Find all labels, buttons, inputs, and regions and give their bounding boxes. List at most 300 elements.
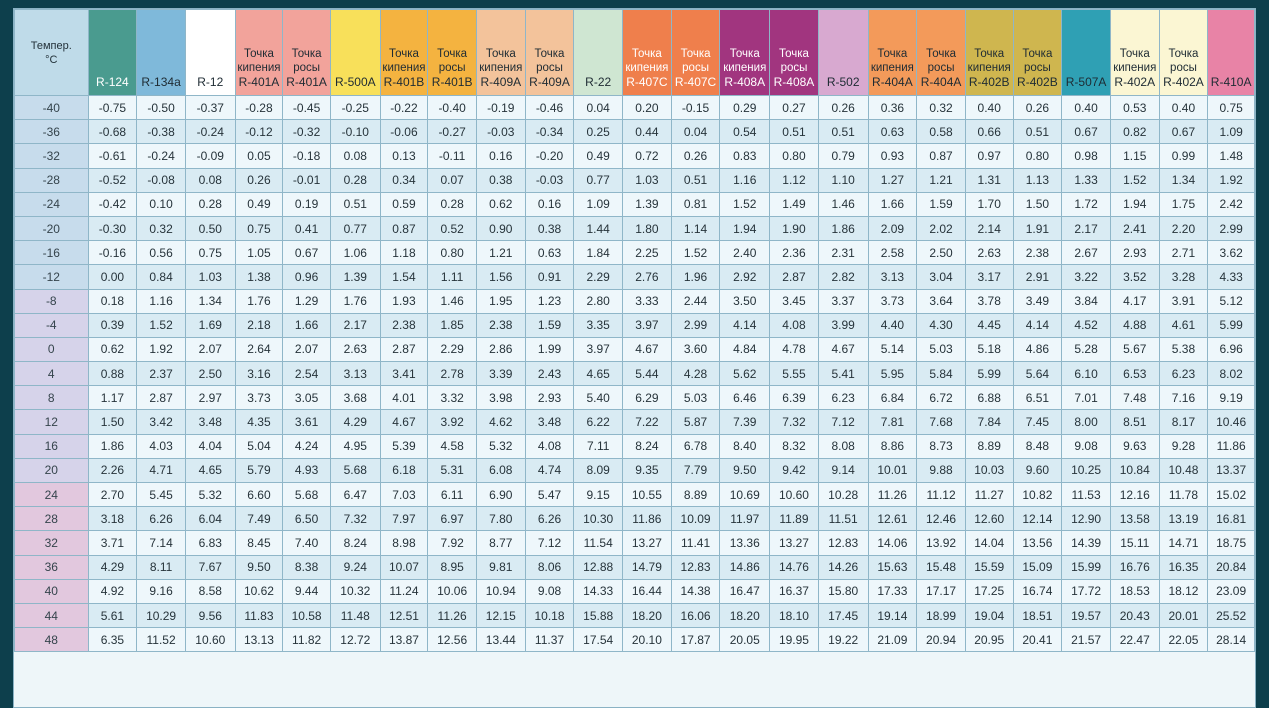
pressure-cell: 16.37 bbox=[770, 579, 819, 603]
pressure-cell: 11.97 bbox=[720, 507, 770, 531]
pressure-cell: 14.76 bbox=[770, 555, 819, 579]
pressure-cell: 0.52 bbox=[428, 216, 477, 240]
pressure-cell: 0.87 bbox=[917, 144, 966, 168]
pressure-cell: 2.31 bbox=[818, 241, 868, 265]
refrigerant-column-header bbox=[1062, 10, 1111, 96]
pressure-cell: 4.30 bbox=[917, 313, 966, 337]
pressure-cell: 11.86 bbox=[623, 507, 672, 531]
pressure-cell: 13.58 bbox=[1110, 507, 1159, 531]
pressure-cell: -0.75 bbox=[88, 96, 137, 120]
pressure-cell: 6.23 bbox=[818, 386, 868, 410]
pressure-cell: 5.31 bbox=[428, 458, 477, 482]
point-kind-label: росы bbox=[536, 62, 563, 74]
temperature-cell: 16 bbox=[15, 434, 89, 458]
pressure-cell: 12.46 bbox=[917, 507, 966, 531]
pressure-cell: 0.08 bbox=[185, 168, 235, 192]
table-row bbox=[15, 241, 1255, 265]
refrigerant-label: R-500A bbox=[334, 75, 376, 89]
pressure-cell: 1.49 bbox=[770, 192, 819, 216]
point-type-label: Точка bbox=[877, 48, 908, 60]
pressure-cell: -0.52 bbox=[88, 168, 137, 192]
pressure-cell: 0.07 bbox=[428, 168, 477, 192]
refrigerant-column-header bbox=[1013, 10, 1062, 96]
pressure-cell: 0.75 bbox=[185, 241, 235, 265]
pressure-cell: 7.03 bbox=[380, 483, 428, 507]
pressure-cell: 4.58 bbox=[428, 434, 477, 458]
temperature-cell: 28 bbox=[15, 507, 89, 531]
pressure-cell: 6.60 bbox=[235, 483, 283, 507]
pressure-cell: 0.81 bbox=[671, 192, 720, 216]
refrigerant-label: R-402A bbox=[1163, 75, 1204, 89]
pressure-cell: 8.02 bbox=[1208, 362, 1255, 386]
pressure-cell: 0.49 bbox=[235, 192, 283, 216]
pressure-cell: 4.52 bbox=[1062, 313, 1111, 337]
pressure-cell: 22.47 bbox=[1110, 628, 1159, 652]
pressure-cell: 1.66 bbox=[868, 192, 917, 216]
pressure-cell: -0.16 bbox=[88, 241, 137, 265]
refrigerant-column-header bbox=[868, 10, 917, 96]
pressure-cell: 18.51 bbox=[1013, 603, 1062, 627]
pressure-cell: 12.88 bbox=[574, 555, 623, 579]
pressure-cell: -0.34 bbox=[525, 120, 574, 144]
pressure-cell: 4.62 bbox=[476, 410, 525, 434]
pressure-cell: -0.46 bbox=[525, 96, 574, 120]
pressure-cell: 2.99 bbox=[1208, 216, 1255, 240]
pressure-cell: 4.01 bbox=[380, 386, 428, 410]
pressure-cell: 7.12 bbox=[525, 531, 574, 555]
point-type-label: Точка bbox=[778, 48, 809, 60]
point-type-label: Точка bbox=[291, 48, 322, 60]
table-row bbox=[15, 507, 1255, 531]
pressure-cell: 18.75 bbox=[1208, 531, 1255, 555]
pressure-cell: 10.62 bbox=[235, 579, 283, 603]
pressure-cell: 18.10 bbox=[770, 603, 819, 627]
pressure-cell: 8.17 bbox=[1159, 410, 1208, 434]
refrigerant-label: R-409A bbox=[480, 75, 522, 89]
table-row bbox=[15, 434, 1255, 458]
table-row bbox=[15, 458, 1255, 482]
pressure-cell: 7.49 bbox=[235, 507, 283, 531]
pressure-cell: 15.63 bbox=[868, 555, 917, 579]
pressure-cell: 2.20 bbox=[1159, 216, 1208, 240]
pressure-cell: 0.05 bbox=[235, 144, 283, 168]
pressure-cell: 5.55 bbox=[770, 362, 819, 386]
pressure-cell: -0.12 bbox=[235, 120, 283, 144]
pressure-cell: 2.93 bbox=[1110, 241, 1159, 265]
pressure-cell: 0.62 bbox=[88, 337, 137, 361]
point-kind-label: кипения bbox=[479, 62, 523, 74]
pressure-cell: 0.19 bbox=[283, 192, 331, 216]
point-kind-label: росы bbox=[1170, 62, 1197, 74]
pressure-cell: 5.84 bbox=[917, 362, 966, 386]
pressure-cell: 17.72 bbox=[1062, 579, 1111, 603]
pressure-cell: 2.17 bbox=[1062, 216, 1111, 240]
pressure-cell: 8.51 bbox=[1110, 410, 1159, 434]
pressure-cell: 11.37 bbox=[525, 628, 574, 652]
pressure-cell: 0.26 bbox=[818, 96, 868, 120]
pressure-cell: 4.45 bbox=[965, 313, 1013, 337]
pressure-cell: 18.99 bbox=[917, 603, 966, 627]
pressure-cell: 7.79 bbox=[671, 458, 720, 482]
pressure-cell: 25.52 bbox=[1208, 603, 1255, 627]
refrigerant-column-header bbox=[525, 10, 574, 96]
pressure-cell: 0.80 bbox=[428, 241, 477, 265]
pressure-cell: 11.24 bbox=[380, 579, 428, 603]
table-row bbox=[15, 216, 1255, 240]
pressure-cell: 0.77 bbox=[574, 168, 623, 192]
pressure-cell: -0.37 bbox=[185, 96, 235, 120]
point-type-label: Точка bbox=[1022, 48, 1053, 60]
pressure-cell: 5.14 bbox=[868, 337, 917, 361]
pressure-cell: 0.96 bbox=[283, 265, 331, 289]
pressure-cell: 2.02 bbox=[917, 216, 966, 240]
pressure-cell: 0.32 bbox=[917, 96, 966, 120]
refrigerant-label: R-22 bbox=[585, 75, 612, 89]
pressure-cell: 4.17 bbox=[1110, 289, 1159, 313]
pressure-cell: 0.77 bbox=[330, 216, 380, 240]
point-type-label: Точка bbox=[1119, 48, 1150, 60]
pressure-cell: 5.47 bbox=[525, 483, 574, 507]
pressure-cell: 2.76 bbox=[623, 265, 672, 289]
pressure-cell: 9.56 bbox=[185, 603, 235, 627]
refrigerant-label: R-404A bbox=[872, 75, 913, 89]
pressure-cell: 11.83 bbox=[235, 603, 283, 627]
pressure-cell: 11.48 bbox=[330, 603, 380, 627]
pressure-cell: 18.12 bbox=[1159, 579, 1208, 603]
pressure-cell: 17.87 bbox=[671, 628, 720, 652]
pressure-cell: 5.38 bbox=[1159, 337, 1208, 361]
table-row bbox=[15, 628, 1255, 652]
pressure-cell: 6.90 bbox=[476, 483, 525, 507]
pressure-cell: 10.94 bbox=[476, 579, 525, 603]
pressure-cell: 6.22 bbox=[574, 410, 623, 434]
pressure-temperature-table bbox=[14, 9, 1255, 652]
pressure-cell: -0.19 bbox=[476, 96, 525, 120]
temperature-cell: 32 bbox=[15, 531, 89, 555]
pressure-cell: 3.28 bbox=[1159, 265, 1208, 289]
pressure-cell: 1.92 bbox=[1208, 168, 1255, 192]
pressure-cell: 1.66 bbox=[283, 313, 331, 337]
pressure-cell: 7.68 bbox=[917, 410, 966, 434]
pressure-cell: 1.23 bbox=[525, 289, 574, 313]
temperature-cell: -28 bbox=[15, 168, 89, 192]
pressure-cell: 1.13 bbox=[1013, 168, 1062, 192]
pressure-cell: 1.75 bbox=[1159, 192, 1208, 216]
pressure-cell: 1.59 bbox=[525, 313, 574, 337]
pressure-cell: 3.48 bbox=[185, 410, 235, 434]
pressure-cell: 1.52 bbox=[137, 313, 186, 337]
pressure-cell: 4.14 bbox=[1013, 313, 1062, 337]
pressure-cell: 0.84 bbox=[137, 265, 186, 289]
pressure-cell: 16.06 bbox=[671, 603, 720, 627]
pressure-cell: 7.16 bbox=[1159, 386, 1208, 410]
pressure-cell: 7.67 bbox=[185, 555, 235, 579]
pressure-cell: 4.88 bbox=[1110, 313, 1159, 337]
pressure-cell: 17.17 bbox=[917, 579, 966, 603]
pressure-cell: 0.26 bbox=[671, 144, 720, 168]
refrigerant-label: R-410A bbox=[1210, 75, 1252, 89]
pressure-cell: 12.56 bbox=[428, 628, 477, 652]
pressure-cell: 0.82 bbox=[1110, 120, 1159, 144]
pressure-cell: 1.12 bbox=[770, 168, 819, 192]
pressure-cell: 5.03 bbox=[671, 386, 720, 410]
table-row bbox=[15, 410, 1255, 434]
pressure-cell: 0.93 bbox=[868, 144, 917, 168]
pressure-cell: 4.14 bbox=[720, 313, 770, 337]
point-type-label: Точка bbox=[437, 48, 468, 60]
pressure-cell: 20.95 bbox=[965, 628, 1013, 652]
pressure-cell: -0.03 bbox=[525, 168, 574, 192]
pressure-cell: 1.05 bbox=[235, 241, 283, 265]
pressure-cell: 3.49 bbox=[1013, 289, 1062, 313]
pressure-cell: 2.78 bbox=[428, 362, 477, 386]
point-kind-label: росы bbox=[438, 62, 466, 74]
pressure-cell: 11.53 bbox=[1062, 483, 1111, 507]
pressure-cell: 0.66 bbox=[965, 120, 1013, 144]
pressure-cell: 2.07 bbox=[185, 337, 235, 361]
pressure-cell: -0.40 bbox=[428, 96, 477, 120]
pressure-cell: 6.51 bbox=[1013, 386, 1062, 410]
pressure-cell: 12.61 bbox=[868, 507, 917, 531]
pressure-cell: 1.50 bbox=[88, 410, 137, 434]
pressure-cell: 1.70 bbox=[965, 192, 1013, 216]
table-row bbox=[15, 531, 1255, 555]
pressure-cell: 5.39 bbox=[380, 434, 428, 458]
pressure-cell: 0.58 bbox=[917, 120, 966, 144]
pressure-cell: 3.33 bbox=[623, 289, 672, 313]
pressure-cell: 5.61 bbox=[88, 603, 137, 627]
pressure-cell: 4.67 bbox=[818, 337, 868, 361]
temperature-cell: -16 bbox=[15, 241, 89, 265]
pressure-cell: 2.71 bbox=[1159, 241, 1208, 265]
pressure-cell: 3.13 bbox=[330, 362, 380, 386]
refrigerant-label: R-502 bbox=[826, 75, 860, 89]
pressure-cell: 11.12 bbox=[917, 483, 966, 507]
temperature-column-header bbox=[15, 10, 89, 96]
pressure-cell: 10.48 bbox=[1159, 458, 1208, 482]
pressure-cell: 5.44 bbox=[623, 362, 672, 386]
table-row bbox=[15, 603, 1255, 627]
pressure-cell: 1.18 bbox=[380, 241, 428, 265]
pressure-cell: 12.60 bbox=[965, 507, 1013, 531]
pressure-cell: 0.53 bbox=[1110, 96, 1159, 120]
pressure-cell: 2.40 bbox=[720, 241, 770, 265]
pressure-cell: 4.35 bbox=[235, 410, 283, 434]
pressure-cell: 0.20 bbox=[623, 96, 672, 120]
pressure-cell: 12.72 bbox=[330, 628, 380, 652]
pressure-cell: 1.76 bbox=[235, 289, 283, 313]
pressure-cell: 6.83 bbox=[185, 531, 235, 555]
pressure-cell: 4.93 bbox=[283, 458, 331, 482]
pressure-cell: 2.36 bbox=[770, 241, 819, 265]
pressure-cell: 6.10 bbox=[1062, 362, 1111, 386]
pressure-cell: 17.54 bbox=[574, 628, 623, 652]
pressure-cell: 20.84 bbox=[1208, 555, 1255, 579]
point-kind-label: кипения bbox=[382, 62, 426, 74]
pressure-cell: 3.13 bbox=[868, 265, 917, 289]
refrigerant-pressure-table-frame bbox=[13, 8, 1256, 708]
pressure-cell: 12.90 bbox=[1062, 507, 1111, 531]
pressure-cell: 19.04 bbox=[965, 603, 1013, 627]
pressure-cell: 13.37 bbox=[1208, 458, 1255, 482]
pressure-cell: 0.51 bbox=[330, 192, 380, 216]
pressure-cell: 0.80 bbox=[770, 144, 819, 168]
pressure-cell: 0.36 bbox=[868, 96, 917, 120]
pressure-cell: -0.24 bbox=[185, 120, 235, 144]
refrigerant-label: R-407C bbox=[626, 75, 668, 89]
pressure-cell: 11.26 bbox=[868, 483, 917, 507]
pressure-cell: -0.38 bbox=[137, 120, 186, 144]
pressure-cell: 1.92 bbox=[137, 337, 186, 361]
pressure-cell: 0.50 bbox=[185, 216, 235, 240]
pressure-cell: 20.01 bbox=[1159, 603, 1208, 627]
pressure-cell: 3.71 bbox=[88, 531, 137, 555]
pressure-cell: 8.00 bbox=[1062, 410, 1111, 434]
pressure-cell: 5.87 bbox=[671, 410, 720, 434]
pressure-cell: 4.03 bbox=[137, 434, 186, 458]
pressure-cell: 4.28 bbox=[671, 362, 720, 386]
pressure-cell: 9.42 bbox=[770, 458, 819, 482]
pressure-cell: 5.18 bbox=[965, 337, 1013, 361]
pressure-cell: 2.64 bbox=[235, 337, 283, 361]
pressure-cell: 8.98 bbox=[380, 531, 428, 555]
pressure-cell: 2.58 bbox=[868, 241, 917, 265]
point-type-label: Точка bbox=[388, 48, 419, 60]
pressure-cell: 1.03 bbox=[623, 168, 672, 192]
pressure-cell: 10.82 bbox=[1013, 483, 1062, 507]
pressure-cell: 9.15 bbox=[574, 483, 623, 507]
pressure-cell: -0.03 bbox=[476, 120, 525, 144]
pressure-cell: 7.32 bbox=[770, 410, 819, 434]
table-row bbox=[15, 120, 1255, 144]
pressure-cell: 1.80 bbox=[623, 216, 672, 240]
pressure-cell: 15.02 bbox=[1208, 483, 1255, 507]
refrigerant-column-header bbox=[720, 10, 770, 96]
pressure-cell: 15.80 bbox=[818, 579, 868, 603]
pressure-cell: 14.79 bbox=[623, 555, 672, 579]
refrigerant-column-header bbox=[917, 10, 966, 96]
pressure-cell: 17.33 bbox=[868, 579, 917, 603]
pressure-cell: 1.93 bbox=[380, 289, 428, 313]
refrigerant-column-header bbox=[1159, 10, 1208, 96]
pressure-cell: 4.95 bbox=[330, 434, 380, 458]
pressure-cell: 8.89 bbox=[965, 434, 1013, 458]
refrigerant-label: R-401B bbox=[431, 75, 473, 89]
pressure-cell: 0.49 bbox=[574, 144, 623, 168]
pressure-cell: 11.82 bbox=[283, 628, 331, 652]
pressure-cell: 2.93 bbox=[525, 386, 574, 410]
table-row bbox=[15, 555, 1255, 579]
pressure-cell: 1.21 bbox=[917, 168, 966, 192]
refrigerant-label: R-409A bbox=[529, 75, 570, 89]
pressure-cell: 1.34 bbox=[185, 289, 235, 313]
pressure-cell: 6.18 bbox=[380, 458, 428, 482]
pressure-cell: 3.52 bbox=[1110, 265, 1159, 289]
temperature-cell: -12 bbox=[15, 265, 89, 289]
pressure-cell: 0.25 bbox=[574, 120, 623, 144]
pressure-cell: 6.23 bbox=[1159, 362, 1208, 386]
point-kind-label: росы bbox=[293, 62, 320, 74]
pressure-cell: 0.04 bbox=[574, 96, 623, 120]
pressure-cell: 10.25 bbox=[1062, 458, 1111, 482]
pressure-cell: 0.79 bbox=[818, 144, 868, 168]
pressure-cell: 17.45 bbox=[818, 603, 868, 627]
pressure-cell: 1.34 bbox=[1159, 168, 1208, 192]
pressure-cell: 0.34 bbox=[380, 168, 428, 192]
pressure-cell: 14.06 bbox=[868, 531, 917, 555]
pressure-cell: 1.96 bbox=[671, 265, 720, 289]
pressure-cell: 13.56 bbox=[1013, 531, 1062, 555]
pressure-cell: 7.84 bbox=[965, 410, 1013, 434]
pressure-cell: 10.58 bbox=[283, 603, 331, 627]
pressure-cell: 15.09 bbox=[1013, 555, 1062, 579]
pressure-cell: 2.86 bbox=[476, 337, 525, 361]
refrigerant-column-header bbox=[428, 10, 477, 96]
pressure-cell: 9.28 bbox=[1159, 434, 1208, 458]
pressure-cell: 8.38 bbox=[283, 555, 331, 579]
pressure-cell: 0.63 bbox=[525, 241, 574, 265]
pressure-cell: 1.84 bbox=[574, 241, 623, 265]
pressure-cell: 2.29 bbox=[428, 337, 477, 361]
pressure-cell: 11.52 bbox=[137, 628, 186, 652]
pressure-cell: 8.06 bbox=[525, 555, 574, 579]
pressure-cell: 10.69 bbox=[720, 483, 770, 507]
pressure-cell: 1.99 bbox=[525, 337, 574, 361]
pressure-cell: 1.90 bbox=[770, 216, 819, 240]
pressure-cell: 0.44 bbox=[623, 120, 672, 144]
pressure-cell: 0.28 bbox=[428, 192, 477, 216]
pressure-cell: 5.62 bbox=[720, 362, 770, 386]
pressure-cell: 0.39 bbox=[88, 313, 137, 337]
pressure-cell: 3.16 bbox=[235, 362, 283, 386]
pressure-cell: 10.09 bbox=[671, 507, 720, 531]
pressure-cell: 6.35 bbox=[88, 628, 137, 652]
point-kind-label: кипения bbox=[870, 62, 914, 74]
pressure-cell: 0.72 bbox=[623, 144, 672, 168]
pressure-cell: 3.05 bbox=[283, 386, 331, 410]
pressure-cell: 0.67 bbox=[1159, 120, 1208, 144]
pressure-cell: 0.75 bbox=[1208, 96, 1255, 120]
pressure-cell: 3.97 bbox=[623, 313, 672, 337]
pressure-cell: 8.89 bbox=[671, 483, 720, 507]
pressure-cell: 4.65 bbox=[574, 362, 623, 386]
pressure-cell: 14.33 bbox=[574, 579, 623, 603]
pressure-cell: 9.08 bbox=[525, 579, 574, 603]
pressure-cell: 1.09 bbox=[1208, 120, 1255, 144]
pressure-cell: 15.99 bbox=[1062, 555, 1111, 579]
pressure-cell: 2.87 bbox=[770, 265, 819, 289]
temperature-cell: -32 bbox=[15, 144, 89, 168]
pressure-cell: 3.78 bbox=[965, 289, 1013, 313]
pressure-cell: 2.54 bbox=[283, 362, 331, 386]
pressure-cell: 9.44 bbox=[283, 579, 331, 603]
pressure-cell: 2.63 bbox=[965, 241, 1013, 265]
pressure-cell: 4.92 bbox=[88, 579, 137, 603]
pressure-cell: 1.03 bbox=[185, 265, 235, 289]
pressure-cell: -0.24 bbox=[137, 144, 186, 168]
pressure-cell: 0.51 bbox=[671, 168, 720, 192]
pressure-cell: 14.38 bbox=[671, 579, 720, 603]
pressure-cell: 4.86 bbox=[1013, 337, 1062, 361]
pressure-cell: 2.41 bbox=[1110, 216, 1159, 240]
pressure-cell: 1.16 bbox=[137, 289, 186, 313]
pressure-cell: 11.54 bbox=[574, 531, 623, 555]
pressure-cell: 14.71 bbox=[1159, 531, 1208, 555]
refrigerant-column-header bbox=[235, 10, 283, 96]
refrigerant-label: R-402B bbox=[1017, 75, 1058, 89]
pressure-cell: 0.56 bbox=[137, 241, 186, 265]
pressure-cell: 5.41 bbox=[818, 362, 868, 386]
